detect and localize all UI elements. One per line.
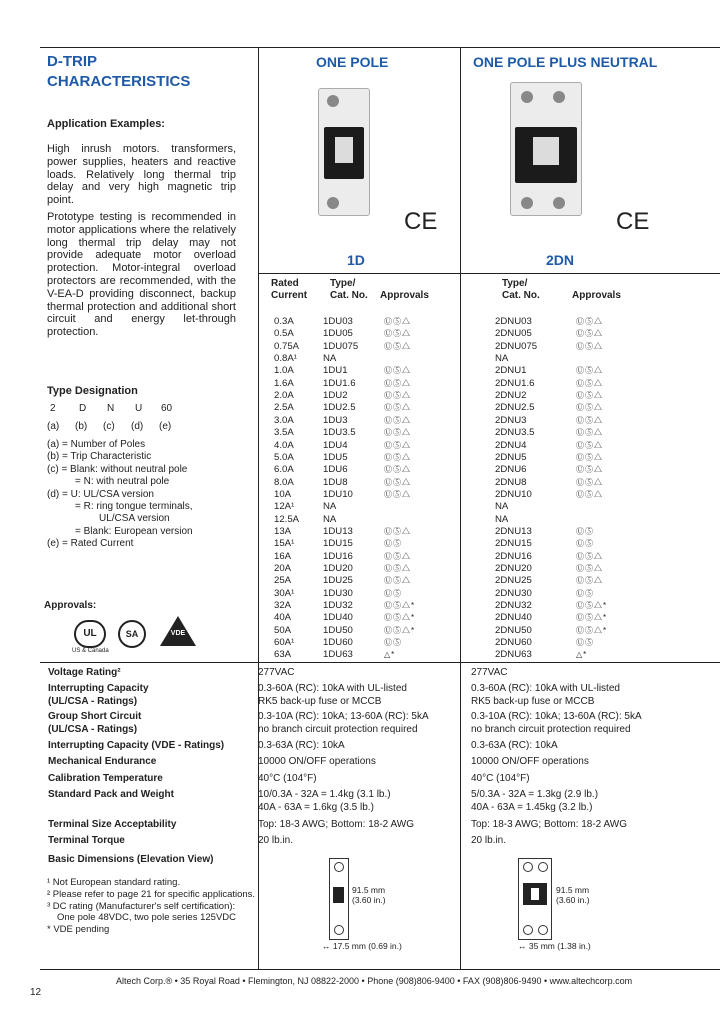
cat-no-1-cell: 1DU60 [323, 637, 353, 649]
approvals-2-cell: Ⓤ⑤ [576, 539, 594, 549]
cat-no-2-cell: 2DNU25 [495, 575, 532, 587]
rated-current-cell: 2.5A [274, 402, 294, 414]
table-row [0, 378, 720, 390]
rated-current-cell: 3.0A [274, 414, 294, 426]
table-row [0, 477, 720, 489]
spec-value: 277VAC [471, 667, 508, 678]
cat-no-2-cell: 2DNU1.6 [495, 377, 535, 389]
cat-no-2-cell: 2DNU1 [495, 365, 527, 377]
ul-logo: UL [74, 620, 106, 648]
table-row [0, 489, 720, 501]
cat-no-2-cell: NA [495, 513, 509, 525]
approvals-2-cell: Ⓤ⑤ [576, 638, 594, 648]
table-row [0, 526, 720, 538]
approvals-2-cell: Ⓤ⑤△ [576, 576, 603, 586]
cat-no-1-cell: NA [323, 501, 337, 513]
approvals-2-cell: Ⓤ⑤△ [576, 378, 603, 388]
ce-mark-1: CE [404, 208, 438, 235]
rated-current-cell: 6.0A [274, 464, 294, 476]
approvals-2-cell: Ⓤ⑤△* [576, 601, 608, 611]
rated-current-cell: 8.0A [274, 476, 294, 488]
approvals-2-cell: Ⓤ⑤ [576, 526, 594, 536]
arrow-icon: ↔ [518, 941, 529, 951]
footnotes [47, 877, 257, 936]
title-line-1: D-TRIP [47, 53, 97, 70]
cat-no-2-cell: 2DNU05 [495, 328, 532, 340]
table-row [0, 588, 720, 600]
approvals-1-cell: Ⓤ⑤△ [384, 428, 411, 438]
approvals-1-cell: Ⓤ⑤△ [384, 317, 411, 326]
table-rule [258, 273, 720, 274]
legend-line: = Blank: European version [75, 525, 193, 537]
cat-no-1-cell: 1DU1.6 [323, 377, 356, 389]
one-pole-height [352, 885, 386, 905]
code-c: N [107, 403, 115, 414]
approvals-1-cell: Ⓤ⑤△ [384, 378, 411, 388]
header-cat: Cat. No. [502, 290, 540, 302]
one-pole-breaker-image [318, 88, 370, 216]
approvals-2-cell: Ⓤ⑤△ [576, 403, 603, 413]
cat-no-1-cell: 1DU05 [323, 328, 353, 340]
cat-no-2-cell: 2DNU075 [495, 340, 538, 352]
approvals-2-cell: Ⓤ⑤△* [576, 613, 608, 623]
spec-value: 0.3-10A (RC): 10kA; 13-60A (RC): 5kA [258, 711, 429, 722]
spec-value: 40°C (104°F) [258, 773, 317, 784]
spec-label: Mechanical Endurance [48, 756, 157, 767]
spec-value: 20 lb.in. [258, 835, 294, 846]
spec-value: RK5 back-up fuse or MCCB [258, 695, 382, 707]
table-row [0, 415, 720, 427]
spec-label: Basic Dimensions (Elevation View) [48, 854, 214, 865]
table-row [0, 575, 720, 587]
rated-current-cell: 0.8A¹ [274, 353, 297, 365]
cat-no-1-cell: 1DU40 [323, 612, 353, 624]
application-para-1: High inrush motors. transformers, power supplies, heaters and reactive loads. Relatively long thermal trip delay and very high magnetic trip point. [47, 143, 236, 207]
cat-no-2-cell: 2DNU30 [495, 587, 532, 599]
approvals-1-cell: Ⓤ⑤△ [384, 452, 411, 462]
approvals-1-cell: Ⓤ⑤△* [384, 613, 416, 623]
approvals-2-cell: Ⓤ⑤△ [576, 440, 603, 450]
approvals-2-cell: Ⓤ⑤△ [576, 489, 603, 499]
header-cat-2 [502, 278, 540, 303]
height-in: (3.60 in.) [352, 895, 386, 905]
legend-line: UL/CSA version [99, 513, 170, 525]
approvals-1-cell: Ⓤ⑤△ [384, 415, 411, 425]
cat-no-1-cell: 1DU32 [323, 600, 353, 612]
cat-no-1-cell: 1DU25 [323, 575, 353, 587]
legend-line: (a) = Number of Poles [47, 439, 146, 450]
approvals-1-cell: Ⓤ⑤△ [384, 440, 411, 450]
spec-value: RK5 back-up fuse or MCCB [471, 695, 595, 707]
cat-no-2-cell: 2DNU16 [495, 550, 532, 562]
table-row [0, 341, 720, 353]
rated-current-cell: 5.0A [274, 451, 294, 463]
table-row [0, 316, 720, 328]
approvals-2-cell: Ⓤ⑤△ [576, 415, 603, 425]
footnote: * VDE pending [47, 924, 110, 936]
header-cat-1 [330, 278, 368, 303]
spec-value: 20 lb.in. [471, 835, 507, 846]
cat-no-1-cell: 1DU20 [323, 563, 353, 574]
spec-value: 0.3-60A (RC): 10kA with UL-listed [471, 683, 620, 694]
approvals-2-cell: △* [576, 650, 588, 660]
col1-code: 1D [347, 252, 365, 268]
spec-value: 40A - 63A = 1.6kg (3.5 lb.) [258, 801, 374, 813]
rated-current-cell: 12.5A [274, 513, 300, 525]
cat-no-2-cell: 2DNU60 [495, 637, 532, 649]
table-row [0, 600, 720, 612]
approvals-2-cell: Ⓤ⑤△ [576, 317, 603, 326]
rated-current-cell: 40A [274, 612, 292, 624]
cat-no-1-cell: 1DU6 [323, 464, 348, 476]
header-type: Type/ [502, 278, 528, 289]
cat-no-1-cell: NA [323, 513, 337, 525]
footer-rule [40, 969, 720, 970]
cat-no-2-cell: 2DNU8 [495, 476, 527, 488]
rated-current-cell: 15A¹ [274, 538, 295, 550]
approvals-2-cell: Ⓤ⑤△ [576, 452, 603, 462]
cat-no-2-cell: 2DNU15 [495, 538, 532, 550]
cat-no-1-cell: 1DU2 [323, 390, 348, 402]
spec-label: Interrupting Capacity (VDE - Ratings) [48, 740, 225, 751]
height-mm: 91.5 mm [352, 885, 386, 895]
cat-no-1-cell: 1DU2.5 [323, 402, 356, 414]
approvals-1-cell: Ⓤ⑤△* [384, 625, 416, 635]
cat-no-2-cell: 2DNU03 [495, 316, 532, 327]
rated-current-cell: 1.0A [274, 365, 294, 377]
legend-line: = N: with neutral pole [75, 476, 170, 488]
cat-no-1-cell: 1DU1 [323, 365, 348, 377]
one-pole-width [322, 940, 402, 952]
spec-label: Group Short Circuit (UL/CSA - Ratings) [48, 711, 142, 735]
width-label: 17.5 mm (0.69 in.) [332, 941, 402, 951]
csa-logo: SA [118, 620, 146, 648]
application-heading: Application Examples: [47, 118, 165, 130]
approvals-1-cell: Ⓤ⑤△ [384, 477, 411, 487]
approvals-1-cell: Ⓤ⑤△ [384, 329, 411, 339]
spec-value: 40°C (104°F) [471, 773, 530, 784]
legend-line: = R: ring tongue terminals, [75, 501, 193, 513]
two-pole-height [556, 885, 590, 905]
approvals-2-cell: Ⓤ⑤△ [576, 391, 603, 401]
spec-value: 10/0.3A - 32A = 1.4kg (3.1 lb.) [258, 789, 391, 800]
approvals-1-cell: Ⓤ⑤△ [384, 489, 411, 499]
rated-current-cell: 60A¹ [274, 637, 295, 649]
approvals-2-cell: Ⓤ⑤ [576, 588, 594, 598]
rated-current-cell: 20A [274, 563, 292, 574]
code-d: U [135, 403, 143, 414]
letter-e: (e) [159, 421, 172, 432]
top-rule [40, 47, 720, 48]
cat-no-2-cell: 2DNU63 [495, 649, 532, 661]
cat-no-1-cell: 1DU30 [323, 587, 353, 599]
col2-title: ONE POLE PLUS NEUTRAL [473, 54, 658, 70]
approvals-2-cell: Ⓤ⑤△ [576, 366, 603, 376]
title-line-2: CHARACTERISTICS [47, 73, 191, 90]
footnote: ¹ Not European standard rating. [47, 877, 181, 888]
approvals-1-cell: Ⓤ⑤△ [384, 403, 411, 413]
approvals-1-cell: Ⓤ⑤ [384, 638, 402, 648]
cat-no-1-cell: 1DU8 [323, 476, 348, 488]
approvals-1-cell: Ⓤ⑤△ [384, 391, 411, 401]
table-row [0, 501, 720, 513]
spec-value: 277VAC [258, 667, 295, 678]
cat-no-1-cell: 1DU4 [323, 439, 348, 451]
table-row [0, 563, 720, 575]
spec-value: 0.3-63A (RC): 10kA [258, 740, 345, 751]
approvals-2-cell: Ⓤ⑤△ [576, 564, 603, 573]
table-row [0, 390, 720, 402]
width-label: 35 mm (1.38 in.) [528, 941, 591, 951]
cat-no-2-cell: 2DNU13 [495, 525, 532, 537]
table-row [0, 637, 720, 649]
spec-label: Terminal Size Acceptability [48, 819, 177, 830]
header-rated-line2: Current [271, 290, 308, 302]
approvals-2-cell: Ⓤ⑤△ [576, 341, 603, 351]
spec-value: 10000 ON/OFF operations [471, 756, 589, 767]
rated-current-cell: 16A [274, 550, 292, 562]
approvals-1-cell: Ⓤ⑤△ [384, 551, 411, 561]
cat-no-2-cell: 2DNU40 [495, 612, 532, 624]
rated-current-cell: 1.6A [274, 377, 294, 389]
table-row [0, 402, 720, 414]
legend-line: (d) = U: UL/CSA version [47, 488, 154, 500]
approvals-2-cell: Ⓤ⑤△ [576, 477, 603, 487]
table-row [0, 551, 720, 563]
two-pole-dimension-drawing [518, 858, 552, 940]
spec-label: Interrupting Capacity (UL/CSA - Ratings) [48, 683, 149, 707]
arrow-icon: ↔ [322, 941, 333, 951]
cat-no-1-cell: 1DU50 [323, 624, 353, 636]
letter-b: (b) [75, 421, 88, 432]
approvals-2-cell: Ⓤ⑤△ [576, 465, 603, 475]
approvals-1-cell: △* [384, 650, 396, 660]
col2-code: 2DN [546, 252, 575, 268]
table-row [0, 649, 720, 661]
cat-no-2-cell: 2DNU2.5 [495, 402, 535, 414]
cat-no-2-cell: 2DNU6 [495, 464, 527, 476]
approvals-1-cell: Ⓤ⑤ [384, 588, 402, 598]
rated-current-cell: 12A¹ [274, 501, 295, 513]
spec-value: 40A - 63A = 1.45kg (3.2 lb.) [471, 801, 593, 813]
header-rated [271, 278, 307, 303]
table-row [0, 353, 720, 365]
cat-no-1-cell: 1DU13 [323, 525, 353, 537]
cat-no-1-cell: 1DU3.5 [323, 427, 356, 439]
rated-current-cell: 10A [274, 488, 292, 500]
cat-no-2-cell: 2DNU50 [495, 624, 532, 636]
cat-no-1-cell: 1DU16 [323, 550, 353, 562]
specs-rule [40, 662, 720, 663]
cat-no-1-cell: 1DU3 [323, 414, 348, 426]
spec-value: 0.3-63A (RC): 10kA [471, 740, 558, 751]
rated-current-cell: 3.5A [274, 427, 294, 439]
rated-current-cell: 4.0A [274, 439, 294, 451]
spec-label: Calibration Temperature [48, 773, 163, 784]
approvals-2-cell: Ⓤ⑤△ [576, 551, 603, 561]
spec-label: Voltage Rating² [48, 667, 121, 678]
code-a: 2 [50, 403, 56, 414]
page-title [47, 52, 190, 92]
approvals-1-cell: Ⓤ⑤△ [384, 526, 411, 536]
table-row [0, 365, 720, 377]
height-in: (3.60 in.) [556, 895, 590, 905]
one-pole-dimension-drawing [329, 858, 349, 940]
rated-current-cell: 0.5A [274, 328, 294, 340]
header-approvals-2: Approvals [572, 290, 621, 301]
table-row [0, 538, 720, 550]
rated-current-cell: 13A [274, 525, 292, 537]
approvals-1-cell: Ⓤ⑤ [384, 539, 402, 549]
cat-no-2-cell: 2DNU5 [495, 451, 527, 463]
spec-value: 0.3-10A (RC): 10kA; 13-60A (RC): 5kA [471, 711, 642, 722]
rated-current-cell: 2.0A [274, 390, 294, 402]
cat-no-2-cell: 2DNU4 [495, 439, 527, 451]
spec-value: Top: 18-3 AWG; Bottom: 18-2 AWG [471, 819, 627, 830]
approvals-heading: Approvals: [44, 600, 97, 611]
vde-logo-text: VDE [170, 630, 186, 637]
legend-line: (b) = Trip Characteristic [47, 451, 152, 463]
footnote: ² Please refer to page 21 for specific applications. [47, 888, 256, 900]
cat-no-2-cell: 2DNU2 [495, 390, 527, 402]
page-number: 12 [30, 987, 42, 998]
cat-no-2-cell: 2DNU10 [495, 488, 532, 500]
approvals-1-cell: Ⓤ⑤△* [384, 601, 416, 611]
footnote: ³ DC rating (Manufacturer's self certification): [47, 900, 236, 912]
spec-value: no branch circuit protection required [471, 723, 631, 735]
rated-current-cell: 25A [274, 575, 292, 587]
rated-current-cell: 0.75A [274, 340, 300, 352]
rated-current-cell: 50A [274, 624, 292, 636]
cat-no-1-cell: 1DU15 [323, 538, 353, 550]
two-pole-width [518, 940, 591, 952]
code-e: 60 [161, 403, 173, 414]
footnote: One pole 48VDC, two pole series 125VDC [57, 912, 237, 924]
spec-label: Terminal Torque [48, 835, 125, 846]
approvals-2-cell: Ⓤ⑤△ [576, 428, 603, 438]
approvals-1-cell: Ⓤ⑤△ [384, 465, 411, 475]
spec-label: Standard Pack and Weight [48, 789, 174, 800]
application-para-2: Prototype testing is recommended in motor applications where the relatively long thermal trip delay may not provide adequate motor overload protection. Motor-integral overload protectors are recommended, with the V-EA-D providing disconnect, backup thermal protection and additional short circuit and energy let-through protection. [47, 211, 236, 339]
cat-no-2-cell: 2DNU32 [495, 600, 532, 612]
letter-c: (c) [103, 421, 115, 432]
spec-value: 0.3-60A (RC): 10kA with UL-listed [258, 683, 407, 694]
rated-current-cell: 30A¹ [274, 587, 295, 599]
table-row [0, 452, 720, 464]
cat-no-2-cell: NA [495, 353, 509, 365]
approvals-2-cell: Ⓤ⑤△ [576, 329, 603, 339]
table-row [0, 612, 720, 624]
cat-no-1-cell: 1DU075 [323, 340, 359, 352]
cat-no-2-cell: 2DNU20 [495, 563, 532, 574]
approvals-1-cell: Ⓤ⑤△ [384, 341, 411, 351]
cat-no-2-cell: 2DNU3.5 [495, 427, 535, 439]
cat-no-1-cell: 1DU03 [323, 316, 353, 327]
type-designation-heading: Type Designation [47, 385, 138, 397]
table-row [0, 464, 720, 476]
table-row [0, 514, 720, 526]
ul-caption: US & Canada [72, 648, 109, 654]
approvals-1-cell: Ⓤ⑤△ [384, 564, 411, 573]
approvals-1-cell: Ⓤ⑤△ [384, 366, 411, 376]
height-mm: 91.5 mm [556, 885, 590, 895]
header-cat: Cat. No. [330, 290, 368, 302]
legend-line: (e) = Rated Current [47, 538, 134, 550]
ce-mark-2: CE [616, 208, 650, 235]
header-rated-line1: Rated [271, 278, 299, 289]
footer-contact: Altech Corp.® • 35 Royal Road • Flemington, NJ 08822-2000 • Phone (908)806-9400 • FAX (908)806-9490 • www.altechcorp.com [116, 976, 633, 986]
rated-current-cell: 32A [274, 600, 292, 612]
cat-no-1-cell: 1DU5 [323, 451, 348, 463]
approvals-1-cell: Ⓤ⑤△ [384, 576, 411, 586]
letter-d: (d) [131, 421, 144, 432]
cat-no-1-cell: 1DU10 [323, 488, 353, 500]
spec-value: no branch circuit protection required [258, 723, 418, 735]
spec-value: 5/0.3A - 32A = 1.3kg (2.9 lb.) [471, 789, 599, 800]
legend-line: (c) = Blank: without neutral pole [47, 463, 188, 475]
rated-current-cell: 63A [274, 649, 292, 661]
cat-no-2-cell: 2DNU3 [495, 414, 527, 426]
table-row [0, 427, 720, 439]
col1-title: ONE POLE [316, 54, 389, 70]
spec-value: 10000 ON/OFF operations [258, 756, 376, 767]
letter-a: (a) [47, 421, 60, 432]
cat-no-1-cell: 1DU63 [323, 649, 353, 661]
cat-no-1-cell: NA [323, 353, 337, 365]
table-row [0, 440, 720, 452]
cat-no-2-cell: NA [495, 501, 509, 513]
spec-value: Top: 18-3 AWG; Bottom: 18-2 AWG [258, 819, 414, 830]
code-b: D [79, 403, 87, 414]
approvals-2-cell: Ⓤ⑤△* [576, 625, 608, 635]
header-approvals-1: Approvals [380, 290, 429, 301]
rated-current-cell: 0.3A [274, 316, 294, 327]
table-row [0, 328, 720, 340]
header-type: Type/ [330, 278, 356, 289]
two-pole-breaker-image [510, 82, 582, 216]
table-row [0, 625, 720, 637]
